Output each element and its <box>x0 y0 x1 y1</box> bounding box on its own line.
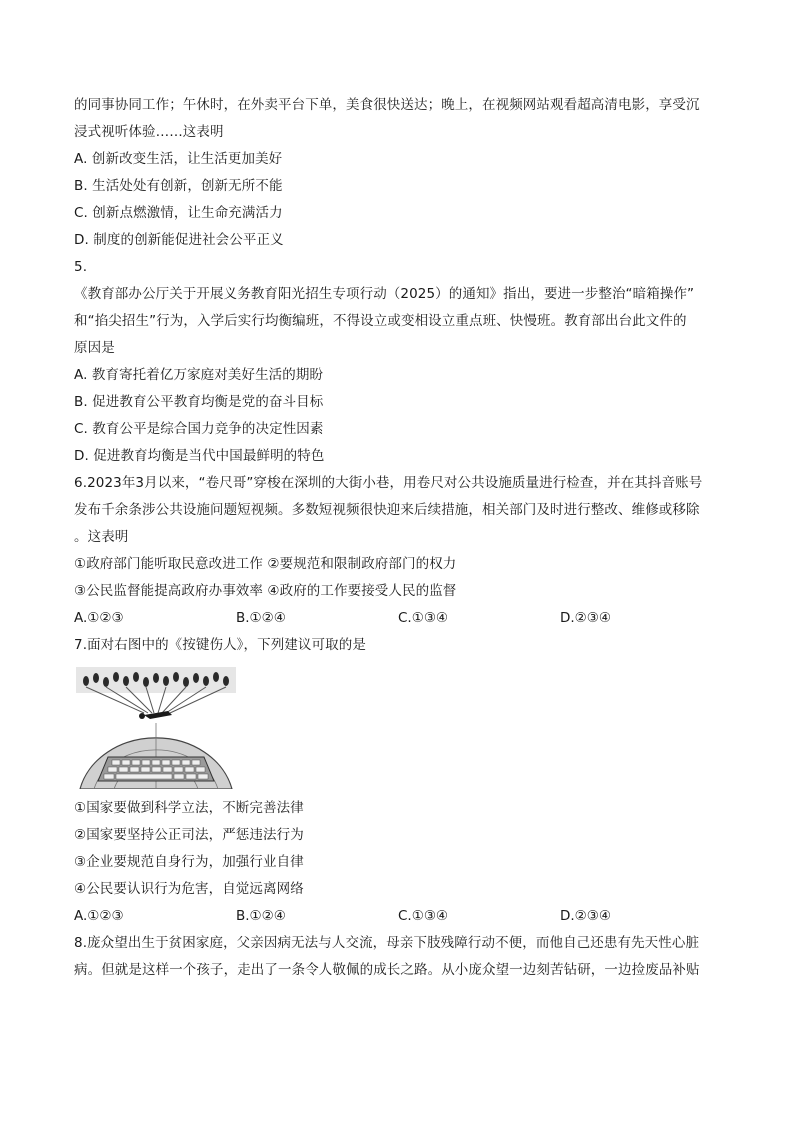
q5-number: 5. <box>74 259 88 275</box>
q6-statement-line-1: ①政府部门能听取民意改进工作 ②要规范和限制政府部门的权力 <box>74 556 457 572</box>
q5-stem-line-1: 《教育部办公厅关于开展义务教育阳光招生专项行动（2025）的通知》指出，要进一步整治“暗箱操作” <box>74 286 695 302</box>
q7-statement-4: ④公民要认识行为危害，自觉远离网络 <box>74 881 304 897</box>
question-8 <box>74 930 724 984</box>
question-6 <box>74 470 724 632</box>
keyboard-globe-cartoon-icon <box>74 665 238 789</box>
q7-choice-b: B.①②④ <box>236 908 286 924</box>
q6-choice-c: C.①③④ <box>398 610 449 626</box>
q6-stem-line-1: 6.2023年3月以来，“卷尺哥”穿梭在深圳的大街小巷，用卷尺对公共设施质量进行检查，并在其抖音账号 <box>74 475 703 491</box>
question-7 <box>74 632 724 930</box>
q8-stem-line-2: 病。但就是这样一个孩子，走出了一条令人敬佩的成长之路。从小庞众望一边刻苦钻研，一边捡废品补贴 <box>74 962 700 978</box>
q4-option-a: A. 创新改变生活，让生活更加美好 <box>74 151 283 167</box>
q7-stem: 7.面对右图中的《按键伤人》，下列建议可取的是 <box>74 637 366 653</box>
q4-stem-line-1: 的同事协同工作；午休时，在外卖平台下单，美食很快送达；晚上，在视频网站观看超高清电影，享受沉 <box>74 97 700 113</box>
q7-choices <box>74 903 724 930</box>
q6-statement-line-2: ③公民监督能提高政府办事效率 ④政府的工作要接受人民的监督 <box>74 583 457 599</box>
q7-statement-3: ③企业要规范自身行为，加强行业自律 <box>74 854 304 870</box>
q5-option-b: B. 促进教育公平教育均衡是党的奋斗目标 <box>74 394 324 410</box>
q7-choice-a: A.①②③ <box>74 908 124 924</box>
q5-stem-line-3: 原因是 <box>74 340 115 356</box>
question-5 <box>74 254 724 470</box>
q7-choice-d: D.②③④ <box>560 908 611 924</box>
q5-option-d: D. 促进教育均衡是当代中国最鲜明的特色 <box>74 448 325 464</box>
exam-page <box>74 92 724 984</box>
cartoon-image <box>74 665 238 789</box>
q6-stem-line-2: 发布千余条涉公共设施问题短视频。多数短视频很快迎来后续措施，相关部门及时进行整改、维修或移除 <box>74 502 700 518</box>
q8-stem-line-1: 8.庞众望出生于贫困家庭，父亲因病无法与人交流，母亲下肢残障行动不便，而他自己还患有先天性心脏 <box>74 935 700 951</box>
q5-option-a: A. 教育寄托着亿万家庭对美好生活的期盼 <box>74 367 324 383</box>
q4-stem-line-2: 浸式视听体验……这表明 <box>74 124 224 140</box>
q5-option-c: C. 教育公平是综合国力竞争的决定性因素 <box>74 421 324 437</box>
q6-choices <box>74 605 724 632</box>
q4-option-c: C. 创新点燃激情，让生命充满活力 <box>74 205 283 221</box>
q6-stem-line-3: 。这表明 <box>74 529 129 545</box>
q6-choice-a: A.①②③ <box>74 610 124 626</box>
q5-stem-line-2: 和“掐尖招生”行为，入学后实行均衡编班，不得设立或变相设立重点班、快慢班。教育部出台此文件的 <box>74 313 687 329</box>
q7-statement-2: ②国家要坚持公正司法，严惩违法行为 <box>74 827 304 843</box>
question-4 <box>74 92 724 254</box>
q4-option-b: B. 生活处处有创新，创新无所不能 <box>74 178 283 194</box>
q7-statement-1: ①国家要做到科学立法，不断完善法律 <box>74 800 304 816</box>
q6-choice-d: D.②③④ <box>560 610 611 626</box>
q4-option-d: D. 制度的创新能促进社会公平正义 <box>74 232 284 248</box>
q6-choice-b: B.①②④ <box>236 610 286 626</box>
q7-choice-c: C.①③④ <box>398 908 449 924</box>
